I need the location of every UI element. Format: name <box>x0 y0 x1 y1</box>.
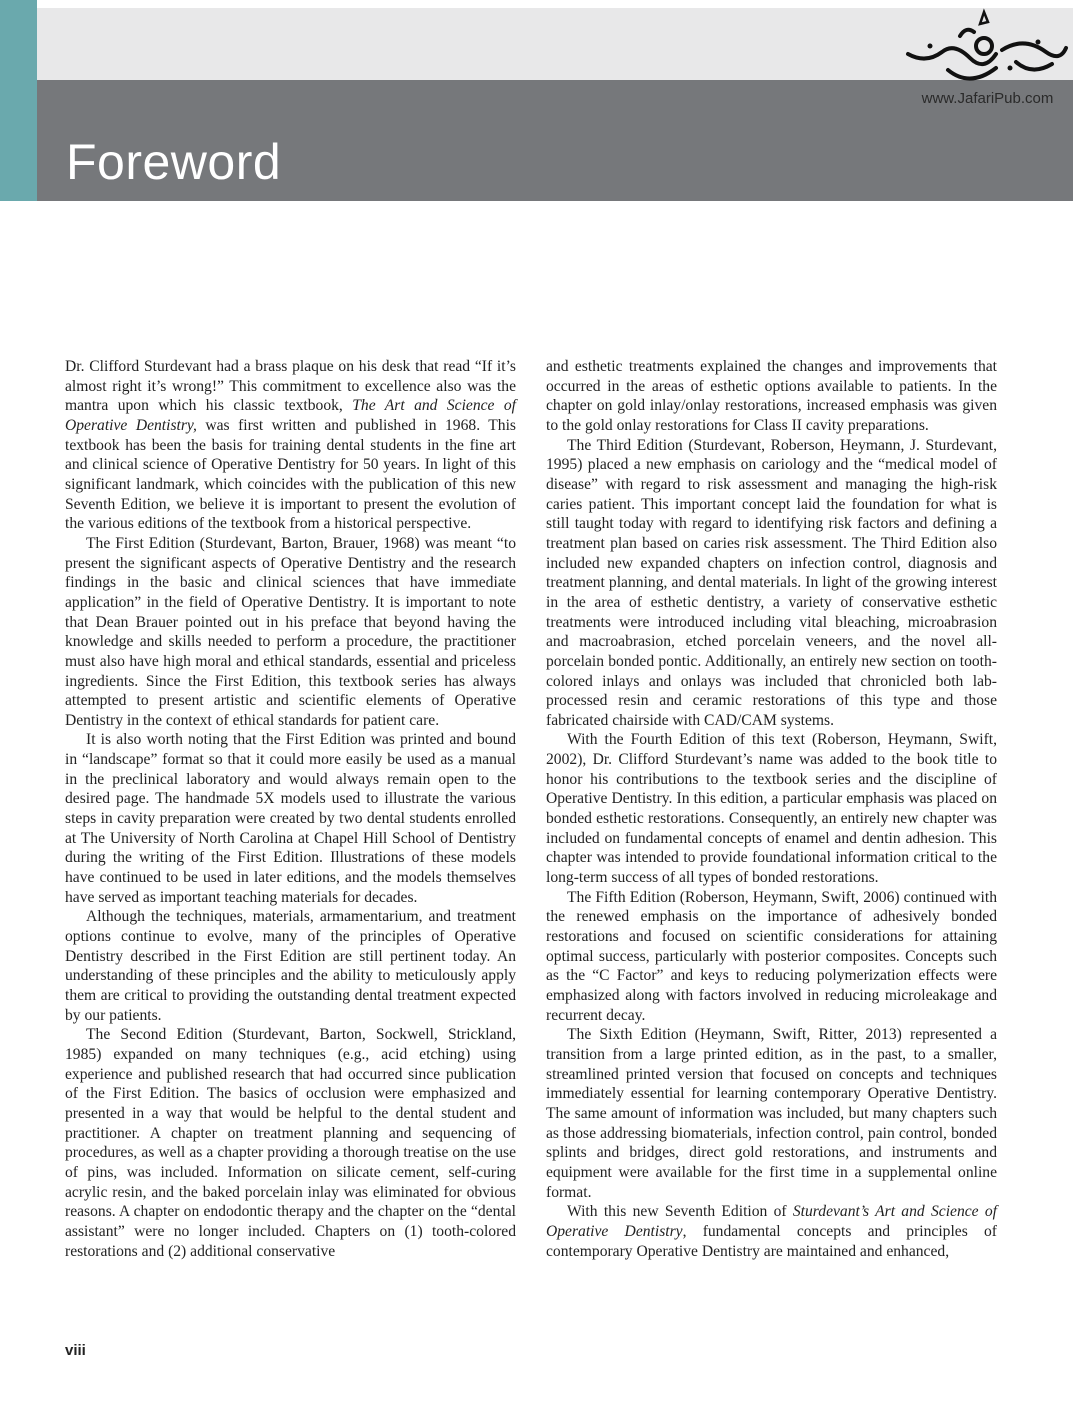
publisher-calligraphy-logo-icon <box>900 6 1070 90</box>
paragraph: Although the techniques, materials, armamentarium, and treatment options continue to evolve, many of the principles of Operative Dentistry described in the First Edition are still pertinent today. An understanding of these principles and the ability to meticulously apply them are critical to providing the outstanding dental treatment expected by our patients. <box>65 908 516 1024</box>
book-title-italic: Sturdevant’s Art and Science of Operative Dentistry <box>546 1203 997 1240</box>
page-number: viii <box>65 1342 86 1359</box>
publisher-url[interactable]: www.JafariPub.com <box>921 90 1054 107</box>
text-run: , fundamental concepts and principles of contemporary Operative Dentistry are maintained and enhanced, <box>546 1222 997 1260</box>
text-run: With this new Seventh Edition of <box>567 1203 793 1221</box>
paragraph: The Sixth Edition (Heymann, Swift, Ritter, 2013) represented a transition from a large printed edition, as in the past, to a smaller, streamlined printed version that focused on concepts and techniques immediately essential for learning contemporary Operative Dentistry. The same amount of information was included, but many chapters such as those addressing biomaterials, infection control, pain control, bonded splints and bridges, direct gold restorations, and instruments and equipment were available for the first time in a supplemental online format. <box>546 1026 997 1201</box>
paragraph <box>546 1202 997 1261</box>
book-title-italic: The Art and Science of Operative Dentistry, <box>65 397 517 434</box>
text-column-right <box>546 357 997 1261</box>
paragraph: It is also worth noting that the First Edition was printed and bound in “landscape” format so that it could more easily be used as a manual in the preclinical laboratory and would always remain open to the desired page. The handmade 5X models used to illustrate the various steps in cavity preparation were created by two dental students enrolled at The University of North Carolina at Chapel Hill School of Dentistry during the writing of the First Edition. Illustrations of these models have continued to be used in later editions, and the models themselves have served as important teaching materials for decades. <box>65 731 516 906</box>
paragraph: and esthetic treatments explained the changes and improvements that occurred in the areas of esthetic options available to patients. In the chapter on gold inlay/onlay restorations, increased emphasis was given to the gold onlay restorations for Class II cavity preparations. <box>546 358 997 434</box>
paragraph: The Fifth Edition (Roberson, Heymann, Swift, 2006) continued with the renewed emphasis on the importance of adhesively bonded restorations and focused on scientific considerations for attaining optimal success, particularly with posterior composites. Concepts such as the “C Factor” and keys to reducing polymerization effects were emphasized along with factors involved in reducing microleakage and recurrent decay. <box>546 888 997 1024</box>
publisher-logo[interactable] <box>900 6 1070 106</box>
text-column-left <box>65 357 516 1261</box>
paragraph <box>65 357 516 534</box>
paragraph: The Third Edition (Sturdevant, Roberson, Heymann, J. Sturdevant, 1995) placed a new emphasis on cariology and the “medical model of disease” with regard to risk assessment and managing the high-risk caries patient. This important concept laid the foundation for what is still taught today with regard to identifying risk factors and defining a treatment plan based on caries risk assessment. The Third Edition also included new expanded chapters on infection control, diagnosis and treatment planning, and dental materials. In light of the growing interest in the area of esthetic dentistry, a variety of conservative esthetic treatments were introduced including vital bleaching, microabrasion and macroabrasion, etched porcelain veneers, and the novel all-porcelain bonded pontic. Additionally, an entirely new section on tooth-colored inlays and onlays was included that chronicled both lab-processed resin and ceramic restorations of this type and those fabricated chairside with CAD/CAM systems. <box>546 436 997 729</box>
accent-bar <box>0 0 37 201</box>
text-run: Dr. Clifford Sturdevant had a brass plaque on his desk that read “If it’s almost right it’s wrong!” This commitment to excellence also was the mantra upon which his classic textbook, <box>65 358 516 415</box>
text-run: was first written and published in 1968. This textbook has been the basis for training dental students in the fine art and clinical science of Operative Dentistry for 50 years. In light of this significant landmark, which coincides with the publication of this new Seventh Edition, we believe it is important to present the evolution of the various editions of the textbook from a historical perspective. <box>65 416 516 533</box>
page-title: Foreword <box>66 134 282 190</box>
paragraph: The First Edition (Sturdevant, Barton, Brauer, 1968) was meant “to present the significant aspects of Operative Dentistry and the research findings in the basic and clinical sciences that have immediate application” in the field of Operative Dentistry. It is important to note that Dean Brauer pointed out in his preface that beyond having the knowledge and skills needed to perform a procedure, the practitioner must also have high moral and ethical standards, essential and priceless ingredients. Since the First Edition, this textbook series has always attempted to present artistic and scientific elements of Operative Dentistry in the context of ethical standards for patient care. <box>65 534 516 729</box>
paragraph: The Second Edition (Sturdevant, Barton, Sockwell, Strickland, 1985) expanded on many techniques (e.g., acid etching) using experience and published research that had occurred since publication of the First Edition. The basics of occlusion were emphasized and presented in a way that would be helpful to the dental student and practitioner. A chapter on treatment planning and sequencing of procedures, as well as a chapter providing a thorough treatise on the use of pins, was included. Information on silicate cement, self-curing acrylic resin, and the baked porcelain inlay was eliminated for obvious reasons. A chapter on endodontic therapy and the chapter on the “dental assistant” were no longer included. Chapters on (1) tooth-colored restorations and (2) additional conservative <box>65 1026 516 1260</box>
page-header <box>0 0 1073 201</box>
paragraph: With the Fourth Edition of this text (Roberson, Heymann, Swift, 2002), Dr. Clifford Sturdevant’s name was added to the book title to honor his contributions to the textbook series and the discipline of Operative Dentistry. In this edition, a particular emphasis was placed on bonded esthetic restorations. Consequently, an entirely new chapter was included on fundamental concepts of enamel and dentin adhesion. This chapter was intended to provide foundational information critical to the long-term success of all types of bonded restorations. <box>546 731 997 887</box>
